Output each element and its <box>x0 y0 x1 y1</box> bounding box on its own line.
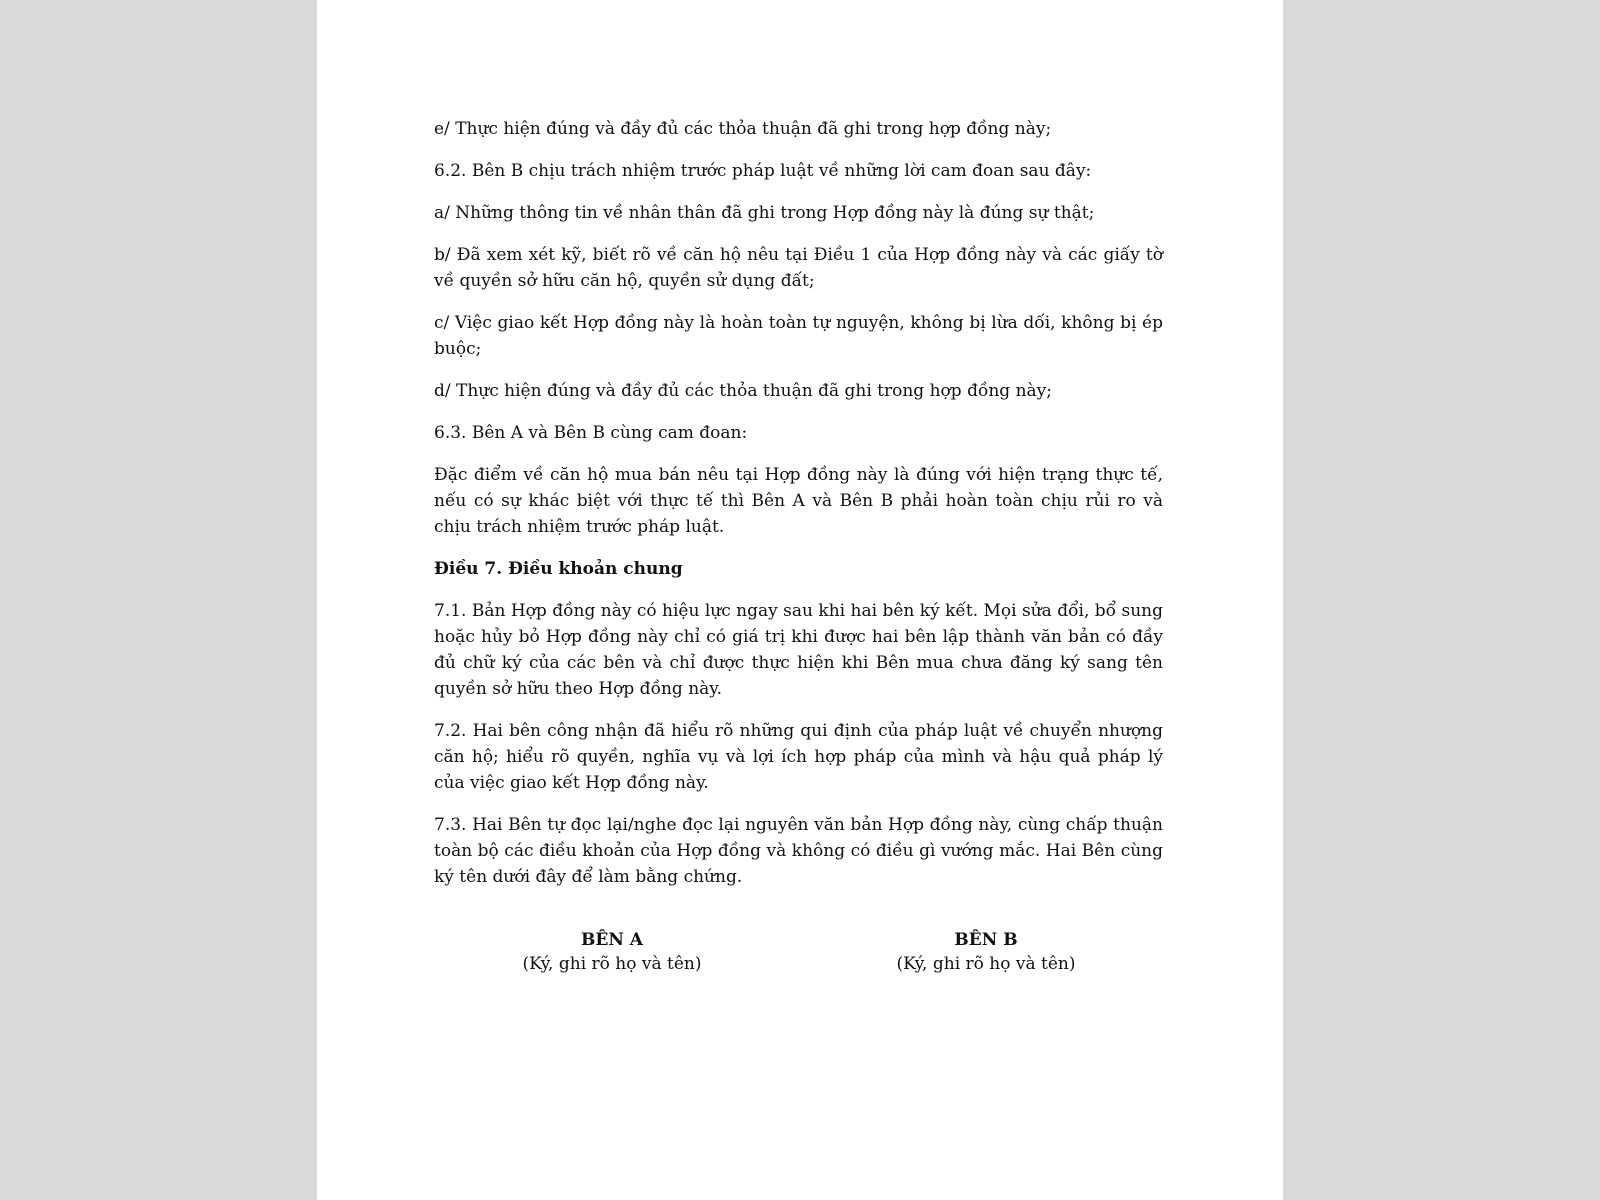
document-body <box>434 116 1163 906</box>
clause-6-3-text: Đặc điểm về căn hộ mua bán nêu tại Hợp đồng này là đúng với hiện trạng thực tế, nếu có sự khác biệt với thực tế thì Bên A và Bên B phải hoàn toàn chịu rủi ro và chịu trách nhiệm trước pháp luật. <box>434 465 1163 537</box>
signature-party-a <box>482 928 742 976</box>
clause-6-3-intro: 6.3. Bên A và Bên B cùng cam đoan: <box>434 423 748 443</box>
clause-7-3: 7.3. Hai Bên tự đọc lại/nghe đọc lại nguyên văn bản Hợp đồng này, cùng chấp thuận toàn bộ các điều khoản của Hợp đồng và không có điều gì vướng mắc. Hai Bên cùng ký tên dưới đây để làm bằng chứng. <box>434 815 1163 887</box>
signature-block <box>434 928 1163 988</box>
document-page <box>317 0 1283 1200</box>
party-a-note: (Ký, ghi rõ họ và tên) <box>522 954 702 974</box>
party-b-title: BÊN B <box>954 930 1018 950</box>
clause-6-2-b: b/ Đã xem xét kỹ, biết rõ về căn hộ nêu tại Điều 1 của Hợp đồng này và các giấy tờ về quyền sở hữu căn hộ, quyền sử dụng đất; <box>434 245 1163 291</box>
clause-6-2-d: d/ Thực hiện đúng và đầy đủ các thỏa thuận đã ghi trong hợp đồng này; <box>434 381 1053 401</box>
clause-6-2-c: c/ Việc giao kết Hợp đồng này là hoàn toàn tự nguyện, không bị lừa dối, không bị ép buộc; <box>434 313 1163 359</box>
party-a-title: BÊN A <box>581 930 643 950</box>
party-b-note: (Ký, ghi rõ họ và tên) <box>896 954 1076 974</box>
clause-6-2-a: a/ Những thông tin về nhân thân đã ghi trong Hợp đồng này là đúng sự thật; <box>434 203 1095 223</box>
clause-7-1: 7.1. Bản Hợp đồng này có hiệu lực ngay sau khi hai bên ký kết. Mọi sửa đổi, bổ sung hoặc hủy bỏ Hợp đồng này chỉ có giá trị khi được hai bên lập thành văn bản có đầy đủ chữ ký của các bên và chỉ được thực hiện khi Bên mua chưa đăng ký sang tên quyền sở hữu theo Hợp đồng này. <box>434 601 1163 699</box>
clause-6-2-intro: 6.2. Bên B chịu trách nhiệm trước pháp luật về những lời cam đoan sau đây: <box>434 161 1092 181</box>
article-7-heading: Điều 7. Điều khoản chung <box>434 559 683 579</box>
signature-party-b <box>856 928 1116 976</box>
clause-6-1-e: e/ Thực hiện đúng và đầy đủ các thỏa thuận đã ghi trong hợp đồng này; <box>434 119 1052 139</box>
clause-7-2: 7.2. Hai bên công nhận đã hiểu rõ những qui định của pháp luật về chuyển nhượng căn hộ; hiểu rõ quyền, nghĩa vụ và lợi ích hợp pháp của mình và hậu quả pháp lý của việc giao kết Hợp đồng này. <box>434 721 1163 793</box>
